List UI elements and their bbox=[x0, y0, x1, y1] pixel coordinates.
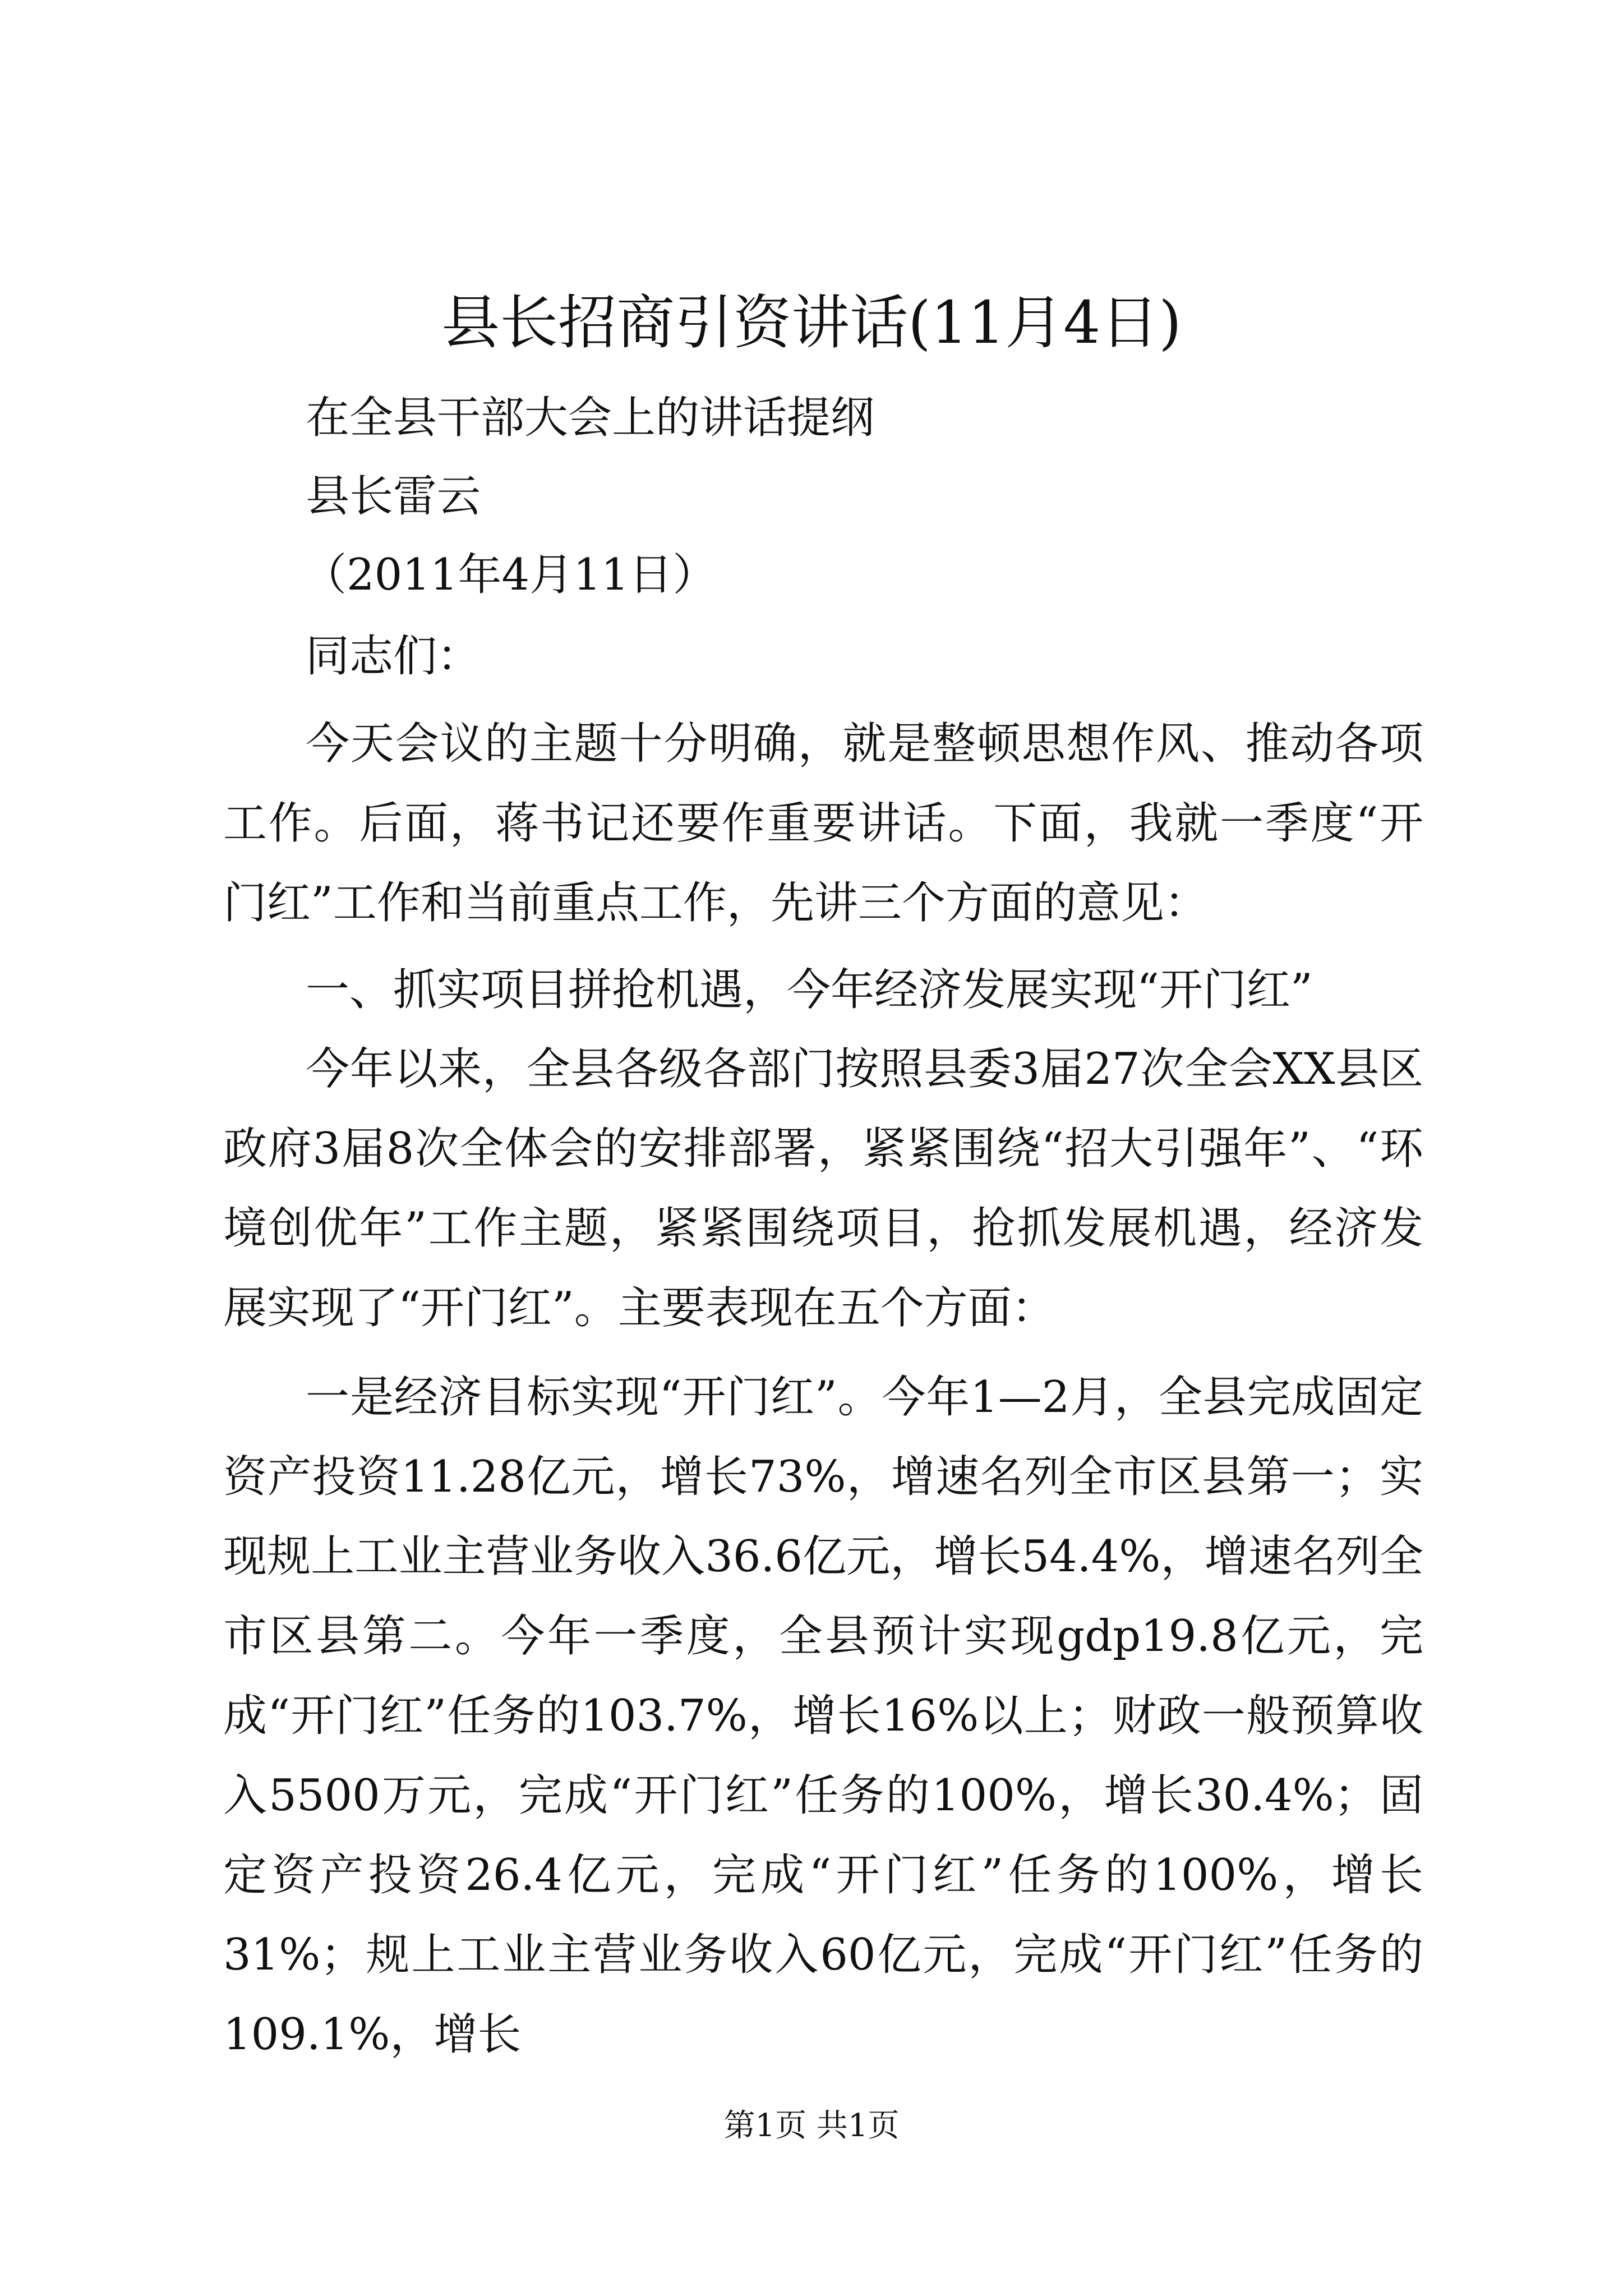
section-heading: 一、抓实项目拼抢机遇，今年经济发展实现“开门红” bbox=[306, 965, 1313, 1015]
speech-subtitle: 在全县干部大会上的讲话提纲 bbox=[306, 393, 875, 443]
body-paragraph: 一是经济目标实现“开门红”。今年1—2月，全县完成固定资产投资11.28亿元，增长73%，增速名列全市区县第一；实现规上工业主营业务收入36.6亿元，增长54.4%，增速名列全市区县第二。今年一季度，全县预计实现gdp19.8亿元，完成“开门红”任务的103.7%，增长16%以上；财政一般预算收入5500万元，完成“开门红”任务的100%，增长30.4%；固定资产投资26.4亿元，完成“开门红”任务的100%，增长31%；规上工业主营业务收入60亿元，完成“开门红”任务的109.1%，增长 bbox=[223, 1372, 1423, 2060]
document-title: 县长招商引资讲话(11月4日) bbox=[441, 288, 1182, 357]
body-paragraph: 今年以来，全县各级各部门按照县委3届27次全会XX县区政府3届8次全体会的安排部署，紧紧围绕“招大引强年”、“环境创优年”工作主题，紧紧围绕项目，抢抓发展机遇，经济发展实现了“开门红”。主要表现在五个方面： bbox=[223, 1044, 1423, 1333]
salutation: 同志们： bbox=[306, 631, 481, 682]
page-footer: 第1页 共1页 bbox=[723, 2108, 900, 2144]
speaker-line: 县长雷云 bbox=[306, 471, 481, 522]
date-line: （2011年4月11日） bbox=[303, 550, 717, 600]
body-paragraph: 今天会议的主题十分明确，就是整顿思想作风、推动各项工作。后面，蒋书记还要作重要讲话。下面，我就一季度“开门红”工作和当前重点工作，先讲三个方面的意见： bbox=[223, 719, 1423, 928]
